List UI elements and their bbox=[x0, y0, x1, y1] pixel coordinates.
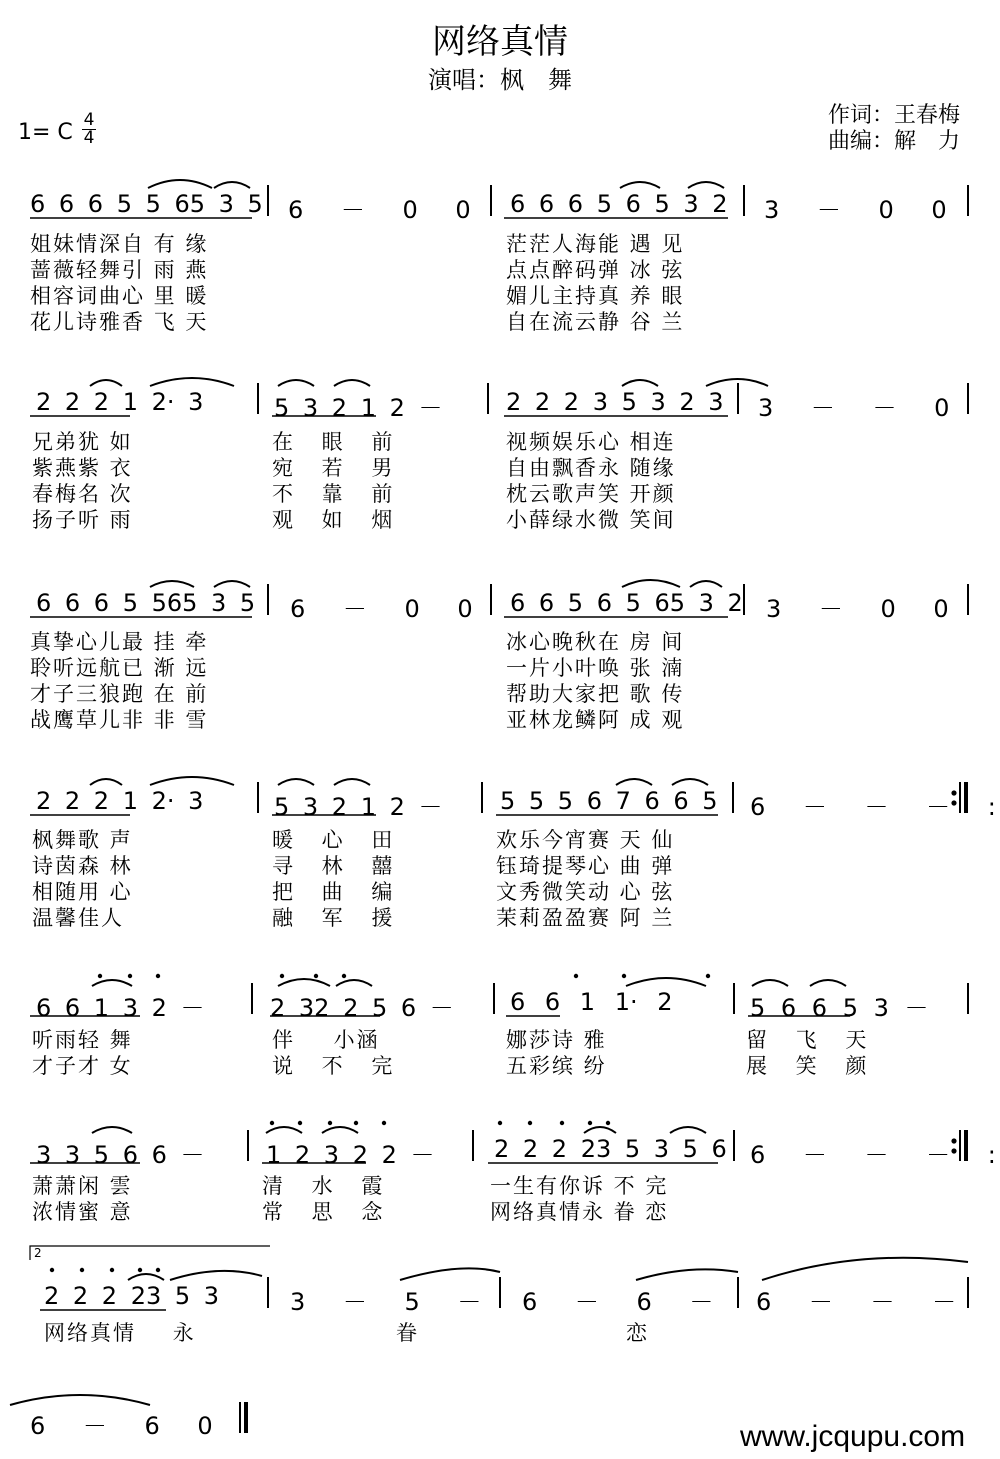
slur bbox=[334, 380, 370, 386]
website-watermark: www.jcqupu.com bbox=[740, 1420, 966, 1453]
lyric-row7-a: 网络真情 永 bbox=[44, 1321, 196, 1345]
lyric-row2-b-v4: 观 如 烟 bbox=[272, 508, 395, 532]
notes-row2-m2: 5 3 2 1 2 － bbox=[274, 394, 443, 422]
lyric-row7-b: 眷 bbox=[396, 1321, 419, 1345]
notes-row4-m1: 2 2 2 1 2· 3 bbox=[36, 787, 204, 815]
notes-row2-m3: 2 2 2 3 5 3 2 3 bbox=[506, 388, 724, 416]
lyric-row1-v4: 花儿诗雅香 飞 天 bbox=[30, 310, 209, 334]
lyric-row2-a-v4: 扬子听 雨 bbox=[32, 508, 133, 532]
slur bbox=[636, 1269, 738, 1280]
slur bbox=[148, 180, 212, 188]
slur bbox=[278, 979, 330, 986]
lyric-row1-v3: 相容词曲心 里 暖 bbox=[30, 284, 209, 308]
slur bbox=[266, 1127, 302, 1133]
lyric-row5-b-v2: 说 不 完 bbox=[272, 1054, 395, 1078]
notes-row6-m4: 6 － － － : bbox=[750, 1141, 996, 1169]
lyric-row2-b-v2: 宛 若 男 bbox=[272, 456, 395, 480]
lyric-row3-b-v2: 一片小叶唤 张 湳 bbox=[506, 656, 685, 680]
lyric-row4-a-v1: 枫舞歌 声 bbox=[32, 828, 133, 852]
lyric-row2-b-v1: 在 眼 前 bbox=[272, 430, 395, 454]
lyric-row1-b-v2: 点点醉码弹 冰 弦 bbox=[506, 258, 685, 282]
slur bbox=[90, 380, 122, 386]
notes-row3-m4: 3 － 0 0 bbox=[766, 595, 949, 623]
lyric-row1-b-v3: 媚儿主持真 养 眼 bbox=[506, 284, 685, 308]
lyric-row6-a-v2: 浓情蜜 意 bbox=[32, 1200, 133, 1224]
lyric-row1-b-v1: 茫茫人海能 遇 见 bbox=[506, 232, 685, 256]
notes-row3-m1: 6 6 6 5 565 3 5 bbox=[36, 589, 256, 617]
slur bbox=[336, 980, 372, 986]
lyric-row6-b-v2: 常 思 念 bbox=[262, 1200, 385, 1224]
lyric-row3-b-v3: 帮助大家把 歌 传 bbox=[506, 682, 685, 706]
second-ending-bracket bbox=[30, 1246, 270, 1260]
lyric-row3-b-v1: 冰心晚秋在 房 间 bbox=[506, 630, 685, 654]
slur bbox=[214, 581, 250, 587]
notes-row7-m2: 3 － 5 － bbox=[290, 1288, 482, 1316]
notes-row2-m1: 2 2 2 1 2· 3 bbox=[36, 388, 204, 416]
notes-row5-m1: 6 6 1 3 2 － bbox=[36, 994, 205, 1022]
slur bbox=[150, 378, 234, 386]
notes-row1-m3: 6 6 6 5 6 5 3 2 bbox=[510, 190, 728, 218]
singer-credit: 演唱：枫 舞 bbox=[428, 66, 572, 94]
lyric-row6-b-v1: 清 水 霞 bbox=[262, 1174, 385, 1198]
lyric-row3-b-v4: 亚林龙鳞阿 成 观 bbox=[506, 708, 685, 732]
notes-row1-m2: 6 － 0 0 bbox=[288, 196, 471, 224]
lyric-row3-a-v4: 战鹰草儿非 非 雪 bbox=[30, 708, 209, 732]
slur bbox=[810, 980, 846, 986]
time-signature-bottom: 4 bbox=[83, 128, 95, 148]
notes-row4-m2: 5 3 2 1 2 － bbox=[274, 793, 443, 821]
lyric-row2-c-v1: 视频娱乐心 相连 bbox=[506, 430, 676, 454]
key-signature: 1= C bbox=[18, 120, 73, 145]
slur bbox=[150, 777, 234, 785]
lyric-row5-b-v1: 伴 小涵 bbox=[272, 1028, 380, 1052]
lyric-row1-v1: 姐妹情深自 有 缘 bbox=[30, 232, 209, 256]
notes-row1-m4: 3 － 0 0 bbox=[764, 196, 947, 224]
notes-row7-m4: 6 － － － bbox=[756, 1288, 957, 1316]
lyric-row4-b-v4: 融 军 援 bbox=[272, 906, 395, 930]
lyric-row2-c-v3: 枕云歌声笑 开颜 bbox=[506, 482, 676, 506]
slur bbox=[616, 779, 652, 785]
lyric-row6-a-v1: 萧萧闲 雲 bbox=[32, 1174, 133, 1198]
lyric-row4-b-v3: 把 曲 编 bbox=[272, 880, 395, 904]
slur bbox=[670, 1127, 706, 1133]
notes-row1-m1: 6 6 6 5 5 65 3 5 bbox=[30, 190, 263, 218]
notes-row6-m3: 2 2 2 23 5 3 5 6 bbox=[494, 1135, 727, 1163]
time-signature-top: 4 bbox=[83, 110, 95, 130]
lyric-row2-c-v2: 自由飘香永 随缘 bbox=[506, 456, 676, 480]
notes-row8-m1: 6 － 6 0 bbox=[30, 1412, 213, 1440]
notes-row7-m1: 2 2 2 23 5 3 bbox=[44, 1282, 220, 1310]
lyric-row4-c-v3: 文秀微笑动 心 弦 bbox=[496, 880, 675, 904]
slur bbox=[128, 1274, 164, 1280]
lyricist-credit: 作词：王春梅 bbox=[828, 103, 961, 128]
lyric-row5-c-v1: 娜莎诗 雅 bbox=[506, 1028, 607, 1052]
notes-row5-m2: 2 32 2 5 6 － bbox=[270, 994, 454, 1022]
slur bbox=[278, 380, 314, 386]
slur bbox=[10, 1395, 150, 1405]
slur bbox=[752, 980, 788, 986]
notes-row2-m4: 3 － － 0 bbox=[758, 394, 950, 422]
lyric-row2-c-v4: 小薛绿水微 笑间 bbox=[506, 508, 676, 532]
repeat-dots bbox=[951, 790, 956, 1153]
slur bbox=[672, 779, 708, 785]
lyric-row2-a-v1: 兄弟犹 如 bbox=[32, 430, 133, 454]
lyric-row5-d-v2: 展 笑 颜 bbox=[746, 1054, 869, 1078]
lyric-row5-a-v1: 听雨轻 舞 bbox=[32, 1028, 133, 1052]
slur bbox=[762, 1258, 968, 1280]
composer-credit: 曲编：解 力 bbox=[828, 129, 961, 154]
slur bbox=[584, 1127, 616, 1133]
slur bbox=[622, 580, 680, 587]
slur bbox=[626, 978, 706, 986]
lyric-row5-d-v1: 留 飞 天 bbox=[746, 1028, 869, 1052]
slur bbox=[622, 380, 658, 386]
lyric-row2-a-v3: 春梅名 次 bbox=[32, 482, 133, 506]
lyric-row3-a-v1: 真挚心儿最 挂 牵 bbox=[30, 630, 209, 654]
slur bbox=[278, 779, 314, 785]
lyric-row7-c: 恋 bbox=[626, 1321, 649, 1345]
slur bbox=[92, 980, 132, 986]
slur bbox=[170, 1271, 262, 1280]
notes-row6-m2: 1 2 3 2 2 － bbox=[266, 1141, 435, 1169]
slur bbox=[688, 182, 724, 188]
slur bbox=[690, 581, 722, 587]
lyric-row6-c-v2: 网络真情永 眷 恋 bbox=[490, 1200, 669, 1224]
song-title: 网络真情 bbox=[432, 22, 568, 62]
lyric-row4-c-v1: 欢乐今宵赛 天 仙 bbox=[496, 828, 675, 852]
lyric-row4-a-v4: 温馨佳人 bbox=[32, 906, 124, 930]
notes-row5-m3: 6 6 1 1· 2 bbox=[510, 988, 673, 1016]
notes-row3-m3: 6 6 5 6 5 65 3 2 bbox=[510, 589, 743, 617]
notes-row6-m1: 3 3 5 6 6 － bbox=[36, 1141, 205, 1169]
lyric-row1-v2: 蔷薇轻舞引 雨 燕 bbox=[30, 258, 209, 282]
lyric-row4-b-v1: 暖 心 田 bbox=[272, 828, 395, 852]
slur bbox=[322, 1127, 358, 1133]
lyric-row5-a-v2: 才子才 女 bbox=[32, 1054, 133, 1078]
slur bbox=[90, 779, 122, 785]
lyric-row3-a-v2: 聆听远航已 渐 远 bbox=[30, 656, 209, 680]
lyric-row1-b-v4: 自在流云静 谷 兰 bbox=[506, 310, 685, 334]
lyric-row4-b-v2: 寻 林 囍 bbox=[272, 854, 395, 878]
second-ending-label: 2 bbox=[34, 1246, 42, 1260]
lyric-row5-c-v2: 五彩缤 纷 bbox=[506, 1054, 607, 1078]
slur bbox=[334, 779, 370, 785]
lyric-row4-c-v2: 钰琦提琴心 曲 弹 bbox=[496, 854, 675, 878]
slur bbox=[150, 581, 194, 587]
lyric-row4-a-v2: 诗茵森 林 bbox=[32, 854, 133, 878]
lyric-row2-b-v3: 不 靠 前 bbox=[272, 482, 395, 506]
slur bbox=[92, 1127, 132, 1133]
lyric-row2-a-v2: 紫燕紫 衣 bbox=[32, 456, 133, 480]
slur bbox=[214, 182, 250, 188]
lyric-row4-a-v3: 相随用 心 bbox=[32, 880, 133, 904]
notes-row7-m3: 6 － 6 － bbox=[522, 1288, 714, 1316]
lyric-row3-a-v3: 才子三狼跑 在 前 bbox=[30, 682, 209, 706]
notes-row5-m4: 5 6 6 5 3 － bbox=[750, 994, 929, 1022]
notes-row4-m4: 6 － － － : bbox=[750, 793, 996, 821]
lyric-row4-c-v4: 茉莉盈盈赛 阿 兰 bbox=[496, 906, 675, 930]
slur bbox=[400, 1268, 500, 1280]
notes-row4-m3: 5 5 5 6 7 6 6 5 bbox=[500, 787, 718, 815]
notes-row3-m2: 6 － 0 0 bbox=[290, 595, 473, 623]
lyric-row6-c-v1: 一生有你诉 不 完 bbox=[490, 1174, 669, 1198]
slur bbox=[620, 182, 660, 188]
